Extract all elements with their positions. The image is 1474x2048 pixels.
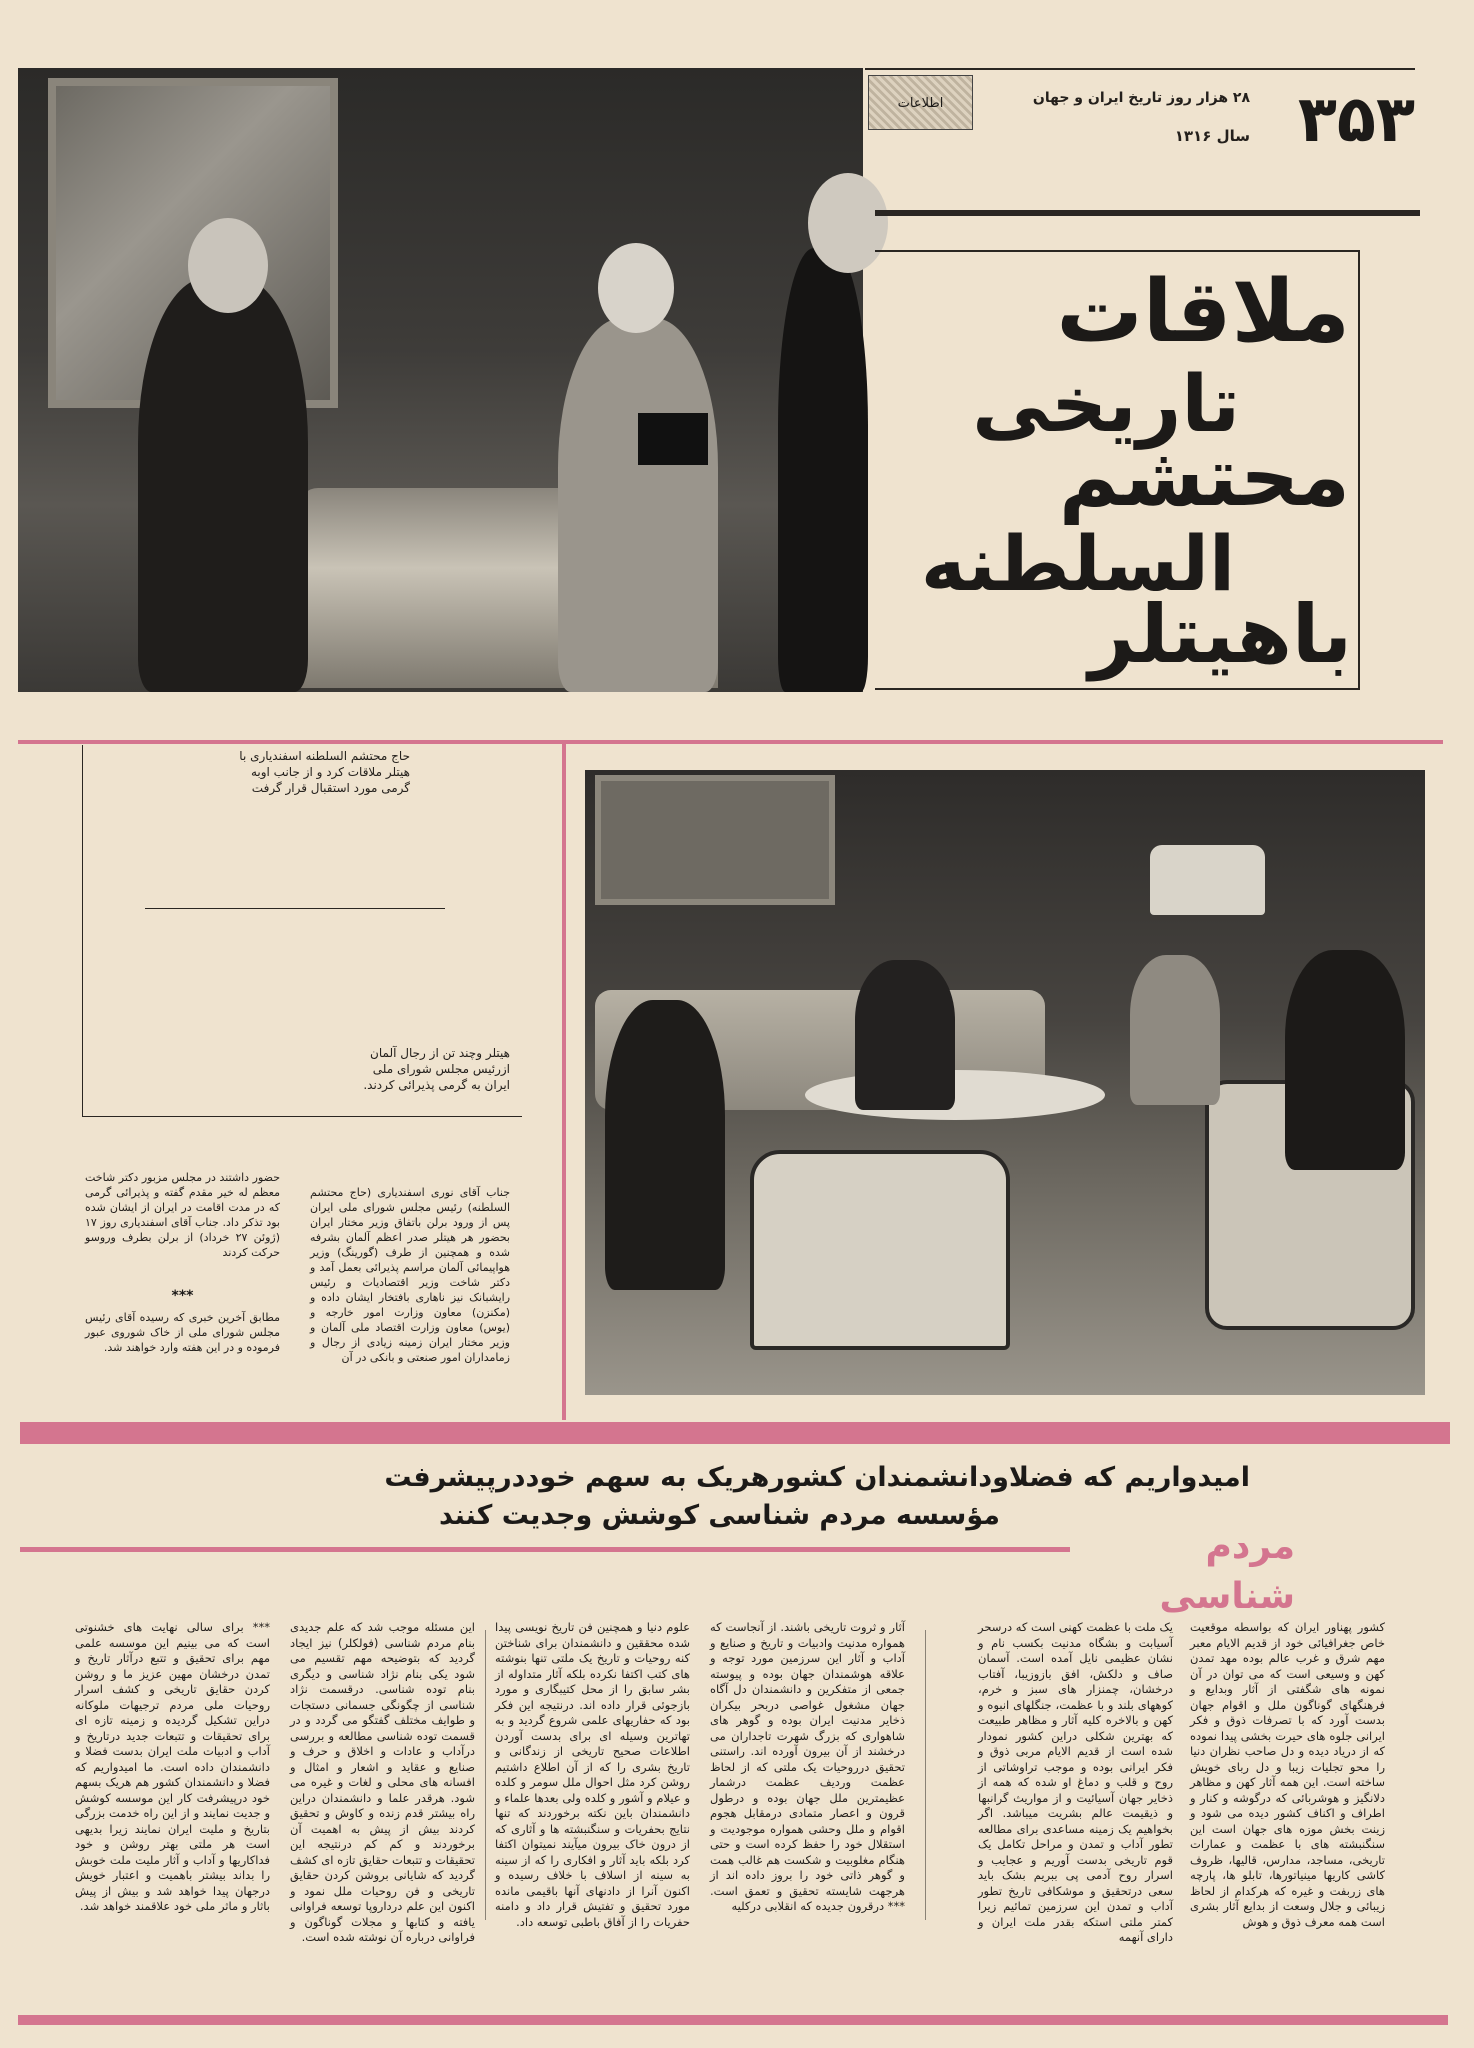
room-figure-4 (1285, 950, 1405, 1170)
news-right: جناب آقای نوری اسفندیاری (حاج محتشم السلطنه) رئیس مجلس شورای ملی ایران پس از ورود برلن باتفاق وزیر مختار ایران بحضور هر هیتلر صدر اعظم آلمان بشرفه شده و همچنین از طرف (گورینگ) وزیر هواپیمائی آلمان مراسم پذیرائی بعمل آمد و دکتر شاخت وزیر اقتصادیات و رئیس رایشبانک نیز ناهاری بافتخار ایشان داده و (مکنزن) معاون وزارت امور خارجه و (یوس) معاون وزارت اقتصاد ملی آلمان و وزیر مختار ایران زمینه زیادی از رجال و زمامداران امور صنعتی و بانکی در آن (310, 1186, 510, 1364)
section-rule (20, 1547, 1070, 1552)
caption-divider (145, 908, 445, 909)
header-rule (875, 210, 1420, 216)
banner-quote-line2: مؤسسه مردم شناسی کوشش وجدیت کنند (438, 1500, 1000, 1531)
article-column-4: علوم دنیا و همچنین فن تاریخ نویسی پیدا شده محققین و دانشمندان برای شناختن کنه روحیات و تاریخ یک ملتی تنها بنوشته های کتب اکتفا نکرده بلکه آثار متداوله از بشر سابق را از محل کتیبگاری و مورد بازجوئی قرار داده اند. درنتیجه این فکر بود که حفاریهای علمی شروع گردید و به تهاترین وسیله ای برای بدست آوردن اطلاعات صحیح تاریخی از زندگانی و تاریخ بشری را که از آن اطلاع داشتیم روشن کرد مثل احوال ملل سومر و کلده و عیلام و آشور و کلده ولی بعدها علماء و دانشمندان باین نکته برخوردند که تنها نتایج بحفریات و سنگنبشته ها و آثاری که از درون خاک بیرون میآیند نمیتوان اکتفا کرد بلکه باید آثار و افکاری را که از سینه به سینه از اسلاف با خلاف رسیده و اکنون آنرا از دادنهای آنها باقیمی مانده مورد تحقیق و تفتیش قرار داد و دامنه حفریات را از آفاق باطبی توسعه داد. (495, 1620, 690, 1929)
section-title: مردم شناسی (1159, 1526, 1295, 1617)
pink-rule-top (18, 740, 1443, 744)
headline-line2: تاریخی (972, 360, 1240, 450)
headline-line1: ملاقات (1056, 262, 1350, 362)
photo-meeting-room (585, 770, 1425, 1395)
article-column-6: *** برای سالی نهایت های خشنوتی است که می بینیم این موسسه علمی مهم برای تحقیق و تتبع درآثار تاریخ و تمدن درخشان مهین عزیز ما و روشن کردن حقایق تاریخی و کشف اسرار روحیات ملی مردم ترجیهات ملوکانه دراین تشکیل گردیده و زمینه تازه ای برای تحقیقات و تتبعات جدید درتاریخ و آداب و ادبیات ملت ایران بدست فضلا و دانشمندان داده است. ما امیدواریم که فضلا و دانشمندان کشور هم هریک بسهم خود درپیشرفت کار این موسسه کوشش و جدیت نمایند و از این راه خدمت بزرگی بتاریخ و ملیت ایران نمایند زیرا بدیهی است هر ملتی بهتر روشن و خود فداکاریها و آداب و آثار ملیت ملت خوبش را بداند بیشتر باهمیت و اعتبار خویش درجهان پیدا خواهد شد و بیش از پیش باثار و ماثر ملی خود علاقمند خواهد شد. (75, 1620, 270, 1913)
series-title: ۲۸ هزار روز تاریخ ایران و جهان (1032, 90, 1250, 106)
news-left-top: حضور داشتند در مجلس مزبور دکتر شاخت معظم له خیر مقدم گفته و پذیرائی گرمی که در مدت اقامت در ایران از ایشان شده بود تذکر داد. جناب آقای اسفندیاری روز ۱۷ (ژوئن ۲۷ خرداد) از برلن بطرف وروسو حرکت کردند (85, 1171, 280, 1259)
article-column-3: آثار و ثروت تاریخی باشند. از آنجاست که همواره مدنیت وادبیات و تاریخ و صنایع و آداب و آثار این سرزمین مورد توجه و علاقه هوشمندان جهان بوده و پیوسته جمعی از متفکرین و دانشمندان دل آگاه جهان مشغول غواصی دربحر بیکران ذخایر مدنیت ایران بوده و گوهر های شاهواری که بزرگ شهرت تاجداران می درخشند از آن بیرون آورده اند. راستنی تحقیق درروحیات یک ملتی که از لحاظ عظمت ورديف عظمت درشمار عظیمترین ملل جهان بوده و درطول قرون و اعصار متمادی درمقابل هجوم اقوام و ملل وحشی همواره موجودیت و استقلال خود را حفظ کرده است و حتی هنگام مغلوبیت و شکست هم غالب همت و گوهر ذاتی خود را بروز داده اند از هرجهت شایسته تحقیق و تعمق است. *** درقرون جدیده که انقلابی درکلیه (710, 1620, 905, 1913)
figure-center (558, 318, 718, 692)
figure-head-left (188, 218, 268, 313)
room-figure-3 (1130, 955, 1220, 1105)
headline-line3: محتشم (1058, 430, 1350, 525)
article-column-2: یک ملت با عظمت کهنی است که درسحر آسیابت و بشگاه مدنیت بکسب نام و نشان عظیمی نایل آمده است. آسمان صاف و دلکش، افق بازوزیبا، آفتاب درخشان، چمنزار های سبز و خرم، کوههای بلند و با عظمت، جنگلهای انبوه و کهن و بالاخره کلیه آثار و مظاهر طبیعت که بهترین شکلی دراین کشور نمودار شده است از قدیم الایام مربی ذوق و فکر ایرانی بوده و موجب تراوشاتی از روح و قلب و دماغ او شده که همه از ذخایر جهان آسیائیت و از مواریث گرانبها و ذیقیمت عالم بشریت میباشد. اگر بخواهیم یک زمینه مساعدی برای مطالعه تطور آداب و تمدن و مراحل تکامل یک قوم تاریخی بدست آوریم و عجایب و اسرار روح آدمی پی ببریم بشک باید سعی درتحقیق و موشکافی تاریخ تطور آداب و تمدن این سرزمین تمائیم زیرا کمتر ملتی استکه بقدر ملت ایران و دارای آنهمه (978, 1620, 1173, 1944)
newspaper-logo: اطلاعات (868, 75, 973, 130)
room-painting (595, 775, 835, 905)
room-figure-1 (605, 1000, 725, 1290)
figure-head-center (598, 243, 674, 333)
year-label: سال ۱۳۱۶ (1174, 127, 1250, 145)
armband (638, 413, 708, 465)
page-number: ۳۵۳ (1297, 83, 1415, 157)
caption-photo1: حاج محتشم السلطنه اسفندیاری با هیتلر ملاقات کرد و از جانب اوبه گرمی مورد استقبال قرار گرفت (239, 749, 410, 795)
headline-line4: السلطنه (920, 519, 1235, 608)
photo-hitler-meeting (18, 68, 863, 692)
banner-quote-line1: امیدواریم که فضلاودانشمندان کشورهریک به سهم خوددرپیشرفت (384, 1462, 1250, 1493)
banner-top-rule (20, 1422, 1450, 1444)
lamp-shade (1150, 845, 1265, 915)
bottom-rule (18, 2015, 1448, 2025)
room-chair-front (750, 1150, 1010, 1350)
header-rule-top (865, 68, 1415, 70)
room-figure-2 (855, 960, 955, 1110)
room-table (805, 1070, 1105, 1120)
article-column-1: کشور پهناور ایران که بواسطه موقعیت خاص جغرافیائی خود از قدیم الایام معبر مهم شرق و غرب عالم بوده مهد تمدن کهن و وسیعی است که می توان در آن نمونه های شگفتی از آثار وبدایع و فرهنگهای گوناگون ملل و اقوام جهان بدست آورد که با تصرفات ذوق و فکر ایرانی جلوه های حیرت بخشی پیدا نموده که از دریاد دیده و دل صاحب نظران دنیا را محو تجلیات زیبا و دل ربای خویش ساخته است. این همه آثار کهن و مظاهر دلانگیز و هوشربائی که درگوشه و کنار و اطراف و اکناف کشور دیده می شود و زینت بخش موزه های جهان است این سنگنبشته های با عظمت و عمارات تاریخی، مساجد، مدارس، قالیها، ظروف کاشی کاریها مینیاتورها، تابلو ها، پارچه های زربفت و غیره که هرکدام از لحاظ زیبائی و جلال وسعت از بدایع آثار بشری است همه معرف ذوق و هوش (1190, 1620, 1385, 1929)
pink-rule-vertical (562, 740, 566, 1420)
caption-photo2: هیتلر وچند تن از رجال آلمان ازرئیس مجلس شورای ملی ایران به گرمی پذیرائی کردند. (363, 1046, 510, 1092)
figure-left (138, 278, 308, 692)
column-separator (485, 1630, 486, 1920)
article-column-5: این مسئله موجب شد که علم جدیدی بنام مردم شناسی (فولکلر) نیز ایجاد گردید که بتوضیحه مهم تقسیم می شود یکی بنام نژاد شناسی و دیگری بنام توده شناسی. درقسمت نژاد شناسی از چگونگی جسمانی دستجات و طوایف مختلف گفتگو می گردد و در قسمت توده شناسی مطالعه و بررسی درآداب و عادات و اخلاق و حرف و صنایع و عقاید و اشعار و امثال و افسانه های محلی و لغات و غیره می شود. هرقدر علما و دانشمندان دراین راه بیشتر قدم زنده و کاوش و تحقیق کردند بیش از پیش به اهمیت آن برخوردند و کم کم درنتیجه این تحقیقات و تتبعات حقایق تازه ای کشف گردید که شایانی بروشن کردن حقایق تاریخی و فن روحیات ملل نمود و اکنون این علم درداروپا توسعه فراوانی یافته و کتابها و مجلات گوناگون و فراوانی درباره آن نوشته شده است. (290, 1620, 475, 1944)
headline-line5: باهیتلر (1088, 588, 1352, 681)
column-separator (925, 1630, 926, 1920)
news-left-bottom: مطابق آخرین خبری که رسیده آقای رئیس مجلس شورای ملی از خاک شوروی عبور فرموده و در این هفته وارد خواهند شد. (85, 1311, 280, 1354)
figure-right (778, 248, 868, 692)
news-stars: *** (171, 1288, 194, 1304)
